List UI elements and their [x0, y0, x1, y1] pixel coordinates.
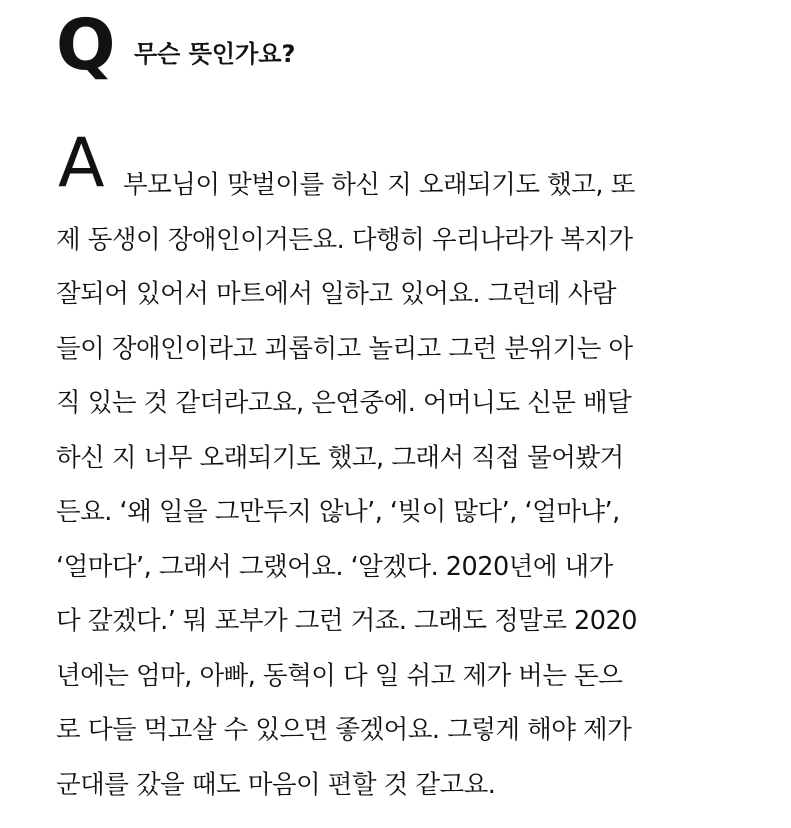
answer-line: 직 있는 것 같더라고요, 은연중에. 어머니도 신문 배달 — [56, 388, 632, 418]
answer-line: 들이 장애인이라고 괴롭히고 놀리고 그런 분위기는 아 — [56, 333, 633, 364]
answer-line: 제 동생이 장애인이거든요. 다행히 우리나라가 복지가 — [56, 224, 633, 255]
question-heading: 무슨 뜻인가요? — [134, 40, 296, 68]
answer-line: 로 다들 먹고살 수 있으면 좋겠어요. 그렇게 해야 제가 — [56, 715, 632, 745]
answer-line: 하신 지 너무 오래되기도 했고, 그래서 직접 물어봤거 — [56, 442, 624, 473]
answer-body — [56, 158, 786, 812]
answer-line: 군대를 갔을 때도 마음이 편할 것 같고요. — [56, 769, 496, 800]
answer-line: 든요. ‘왜 일을 그만두지 않나’, ‘빚이 많다’, ‘얼마냐’, — [56, 497, 620, 527]
answer-mark-letter: A — [58, 124, 105, 203]
question-mark-letter: Q — [56, 4, 114, 86]
answer-line: 부모님이 맞벌이를 하신 지 오래되기도 했고, 또 — [123, 170, 635, 200]
answer-line: 년에는 엄마, 아빠, 동혁이 다 일 쉬고 제가 버는 돈으 — [56, 660, 623, 691]
answer-line: 잘되어 있어서 마트에서 일하고 있어요. 그런데 사람 — [56, 279, 617, 309]
answer-line: ‘얼마다’, 그래서 그랬어요. ‘알겠다. 2020년에 내가 — [56, 551, 613, 582]
answer-line: 다 갚겠다.’ 뭐 포부가 그런 거죠. 그래도 정말로 2020 — [56, 606, 637, 636]
